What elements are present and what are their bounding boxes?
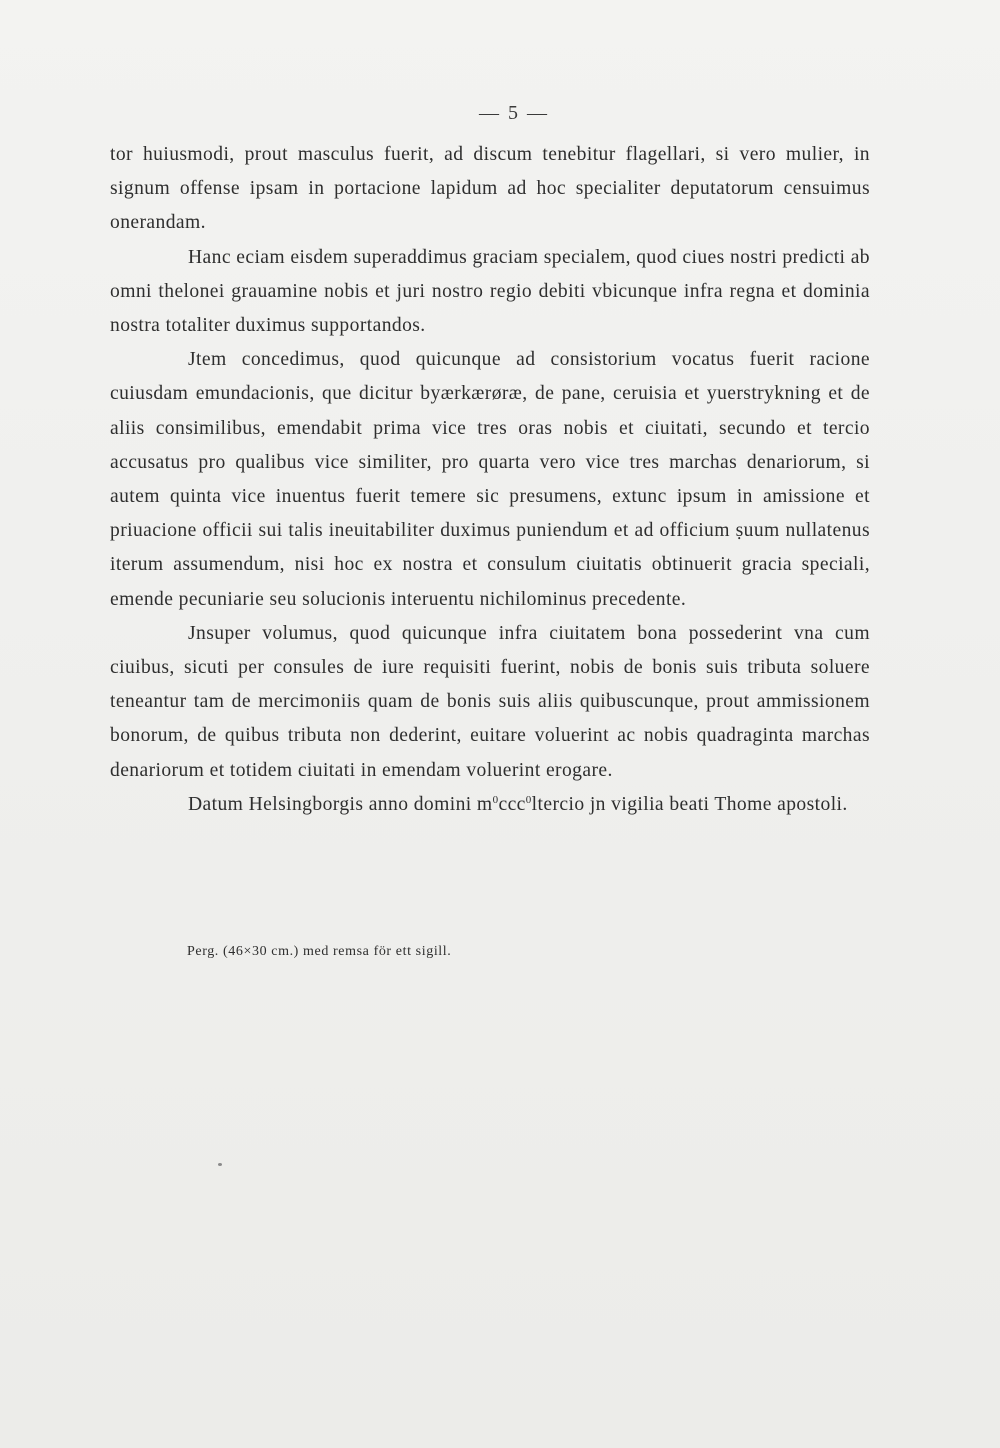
footnote-description: Perg. (46×30 cm.) med remsa för ett sigill.	[187, 944, 452, 959]
page-number: — 5 —	[479, 102, 549, 124]
dating-text-end: ltercio jn vigilia beati Thome apostoli.	[531, 793, 848, 815]
dating-text-start: Datum Helsingborgis anno domini m	[188, 793, 493, 815]
dating-superscript-2: 0	[525, 793, 532, 806]
paragraph-3: Jtem concedimus, quod quicunque ad consistorium vocatus fuerit racione cuiusdam emundacionis, que dicitur byærkærøræ, de pane, ceruisia et yuerstrykning et de aliis consimilibus, emendabit prima vice tres oras nobis et ciuitati, secundo et tercio accusatus pro qualibus vice similiter, pro quarta vero vice tres marchas denariorum, si autem quinta vice inuentus fuerit temere sic presumens, extunc ipsum in amissione et priuacione officii sui talis ineuitabiliter duximus puniendum et ad officium ṣuum nullatenus iterum assumendum, nisi hoc ex nostra et consulum ciuitatis obtinuerit gracia speciali, emende pecuniarie seu solucionis interuentu nichilominus precedente.	[110, 349, 870, 610]
paper-speck	[218, 1163, 222, 1166]
body-text	[110, 138, 870, 822]
dating-paragraph	[110, 788, 870, 822]
dating-text-mid: ccc	[498, 793, 526, 815]
paragraph-2: Hanc eciam eisdem superaddimus graciam specialem, quod ciues nostri predicti ab omni thelonei grauamine nobis et juri nostro regio debiti vbicunque infra regna et dominia nostra totaliter duximus supportandos.	[110, 246, 870, 337]
paragraph-1: tor huiusmodi, prout masculus fuerit, ad discum tenebitur flagellari, si vero mulier, in signum offense ipsam in portacione lapidum ad hoc specialiter deputatorum censuimus onerandam.	[110, 144, 870, 234]
dating-superscript-1: 0	[492, 793, 499, 806]
paragraph-4: Jnsuper volumus, quod quicunque infra ciuitatem bona possederint vna cum ciuibus, sicuti per consules de iure requisiti fuerint, nobis de bonis suis tributa soluere teneantur tam de mercimoniis quam de bonis suis aliis quibuscunque, prout ammissionem bonorum, de quibus tributa non dederint, euitare voluerint ac nobis quadraginta marchas denariorum et totidem ciuitati in emendam voluerint erogare.	[110, 622, 870, 781]
